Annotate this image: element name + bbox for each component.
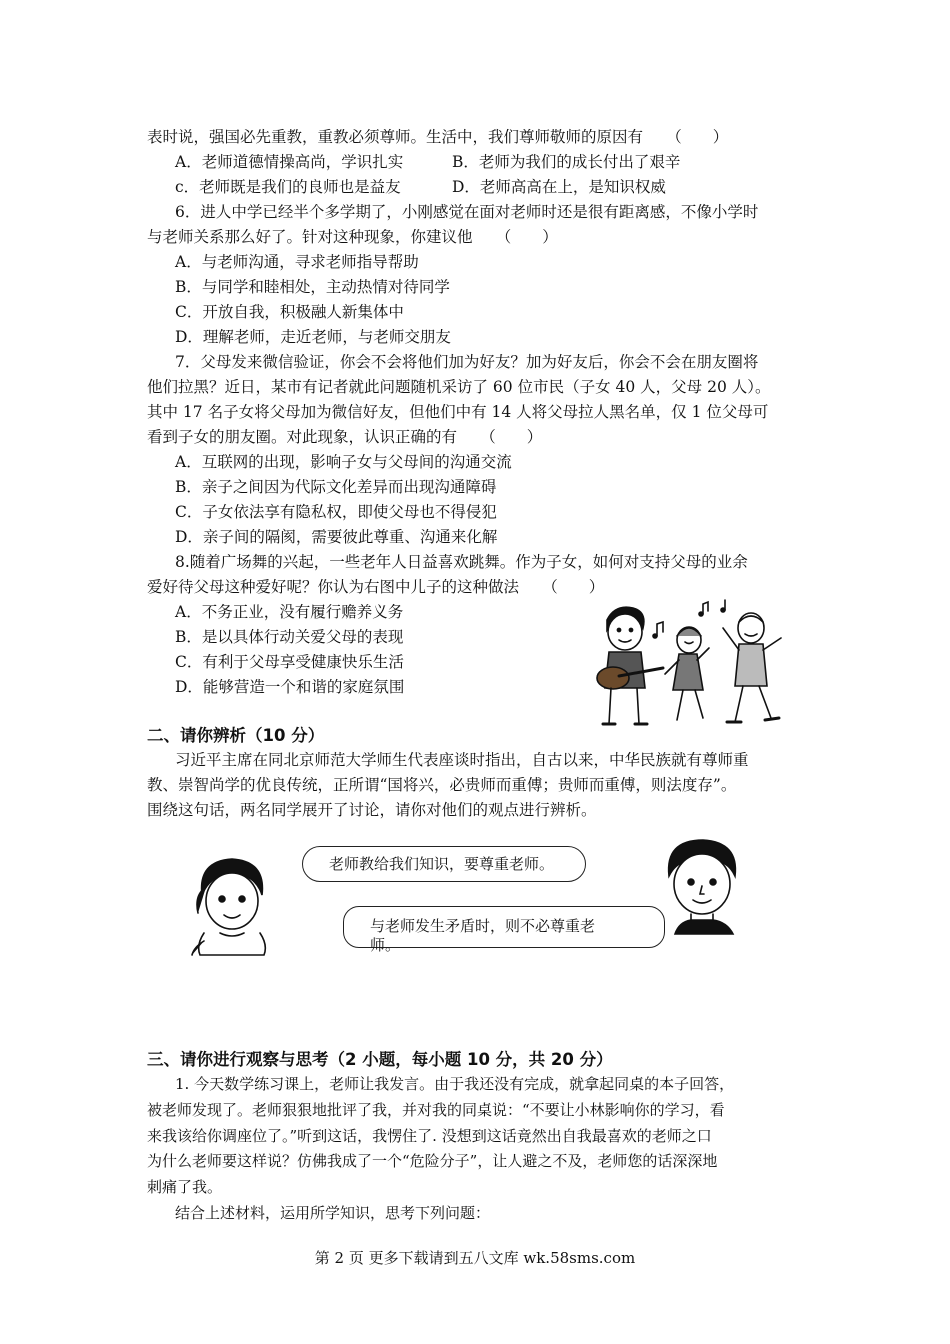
q6-stem-line: 6．进人中学已经半个多学期了，小刚感觉在面对老师时还是很有距离感，不像小学时 xyxy=(175,203,759,221)
q7-stem-line: 7．父母发来微信验证，你会不会将他们加为好友？加为好友后，你会不会在朋友圈将 xyxy=(175,353,759,371)
q7-stem-line: 看到子女的朋友圈。对此现象，认识正确的有 （ ） xyxy=(147,428,543,446)
section3-text-line: 被老师发现了。老师狠狠地批评了我，并对我的同桌说：“不要让小林影响你的学习，看 xyxy=(147,1101,725,1119)
q7-option-d: D．亲子间的隔阂，需要彼此尊重、沟通来化解 xyxy=(175,528,498,546)
dancing-family-illustration xyxy=(585,598,795,728)
q6-option-c: C．开放自我，积极融人新集体中 xyxy=(175,303,404,321)
section3-text-line: 刺痛了我。 xyxy=(147,1178,223,1196)
q5-stem-tail: 表时说，强国必先重教，重教必须尊师。生活中，我们尊师敬师的原因有 （ ） xyxy=(147,128,729,146)
q5-option-b: B．老师为我们的成长付出了艰辛 xyxy=(452,153,681,171)
girl-portrait-illustration xyxy=(190,855,275,960)
section2-heading: 二、请你辨析（10 分） xyxy=(147,726,325,745)
q5-option-c: c．老师既是我们的良师也是益友 xyxy=(175,178,401,196)
q6-option-b: B．与同学和睦相处，主动热情对待同学 xyxy=(175,278,450,296)
q8-option-a: A．不务正业，没有履行赡养义务 xyxy=(175,603,404,621)
boy-portrait-illustration xyxy=(655,836,750,936)
section3-prompt: 结合上述材料，运用所学知识，思考下列问题： xyxy=(175,1204,491,1222)
bubble-boy-text-line: 师。 xyxy=(370,936,401,954)
section3-text-line: 来我该给你调座位了。”听到这话，我愣住了. 没想到这话竟然出自我最喜欢的老师之口 xyxy=(147,1127,712,1145)
q8-stem-line: 8.随着广场舞的兴起，一些老年人日益喜欢跳舞。作为子女，如何对支持父母的业余 xyxy=(175,553,748,571)
q5-option-d: D．老师高高在上，是知识权威 xyxy=(452,178,666,196)
q8-option-d: D．能够营造一个和谐的家庭氛围 xyxy=(175,678,405,696)
q7-option-c: C．子女依法享有隐私权，即使父母也不得侵犯 xyxy=(175,503,497,521)
q6-option-a: A．与老师沟通，寻求老师指导帮助 xyxy=(175,253,419,271)
q5-option-a: A．老师道德情操高尚，学识扎实 xyxy=(175,153,404,171)
q7-stem-line: 他们拉黑？近日，某市有记者就此问题随机采访了 60 位市民（子女 40 人，父母 20 人）。 xyxy=(147,378,771,396)
q7-option-b: B．亲子之间因为代际文化差异而出现沟通障碍 xyxy=(175,478,497,496)
q8-option-c: C．有利于父母享受健康快乐生活 xyxy=(175,653,404,671)
q7-option-a: A．互联网的出现，影响子女与父母间的沟通交流 xyxy=(175,453,512,471)
section3-text-line: 为什么老师要这样说？仿佛我成了一个“危险分子”，让人避之不及，老师您的话深深地 xyxy=(147,1152,718,1170)
bubble-girl-text: 老师教给我们知识，要尊重老师。 xyxy=(329,855,555,873)
section2-text-line: 教、崇智尚学的优良传统，正所谓“国将兴，必贵师而重傅；贵师而重傅，则法度存”。 xyxy=(147,776,737,794)
speech-bubble-boy xyxy=(343,906,665,954)
q6-option-d: D．理解老师，走近老师，与老师交朋友 xyxy=(175,328,451,346)
q8-option-b: B．是以具体行动关爱父母的表现 xyxy=(175,628,404,646)
bubble-boy-text-line: 与老师发生矛盾时，则不必尊重老 xyxy=(370,917,596,935)
q8-stem-line: 爱好待父母这种爱好呢？你认为右图中儿子的这种做法 （ ） xyxy=(147,578,605,596)
speech-bubble-girl xyxy=(302,846,586,882)
section3-text-line: 1. 今天数学练习课上，老师让我发言。由于我还没有完成，就拿起同桌的本子回答， xyxy=(175,1075,735,1093)
q7-stem-line: 其中 17 名子女将父母加为微信好友，但他们中有 14 人将父母拉人黑名单，仅 1 位父母可 xyxy=(147,403,769,421)
section2-text-line: 习近平主席在同北京师范大学师生代表座谈时指出，自古以来，中华民族就有尊师重 xyxy=(175,751,749,769)
page-footer: 第 2 页 更多下载请到五八文库 wk.58sms.com xyxy=(314,1249,636,1267)
q6-stem-line: 与老师关系那么好了。针对这种现象，你建议他 （ ） xyxy=(147,228,558,246)
section2-text-line: 围绕这句话，两名同学展开了讨论，请你对他们的观点进行辨析。 xyxy=(147,801,597,819)
section3-heading: 三、请你进行观察与思考（2 小题，每小题 10 分，共 20 分） xyxy=(147,1050,613,1069)
